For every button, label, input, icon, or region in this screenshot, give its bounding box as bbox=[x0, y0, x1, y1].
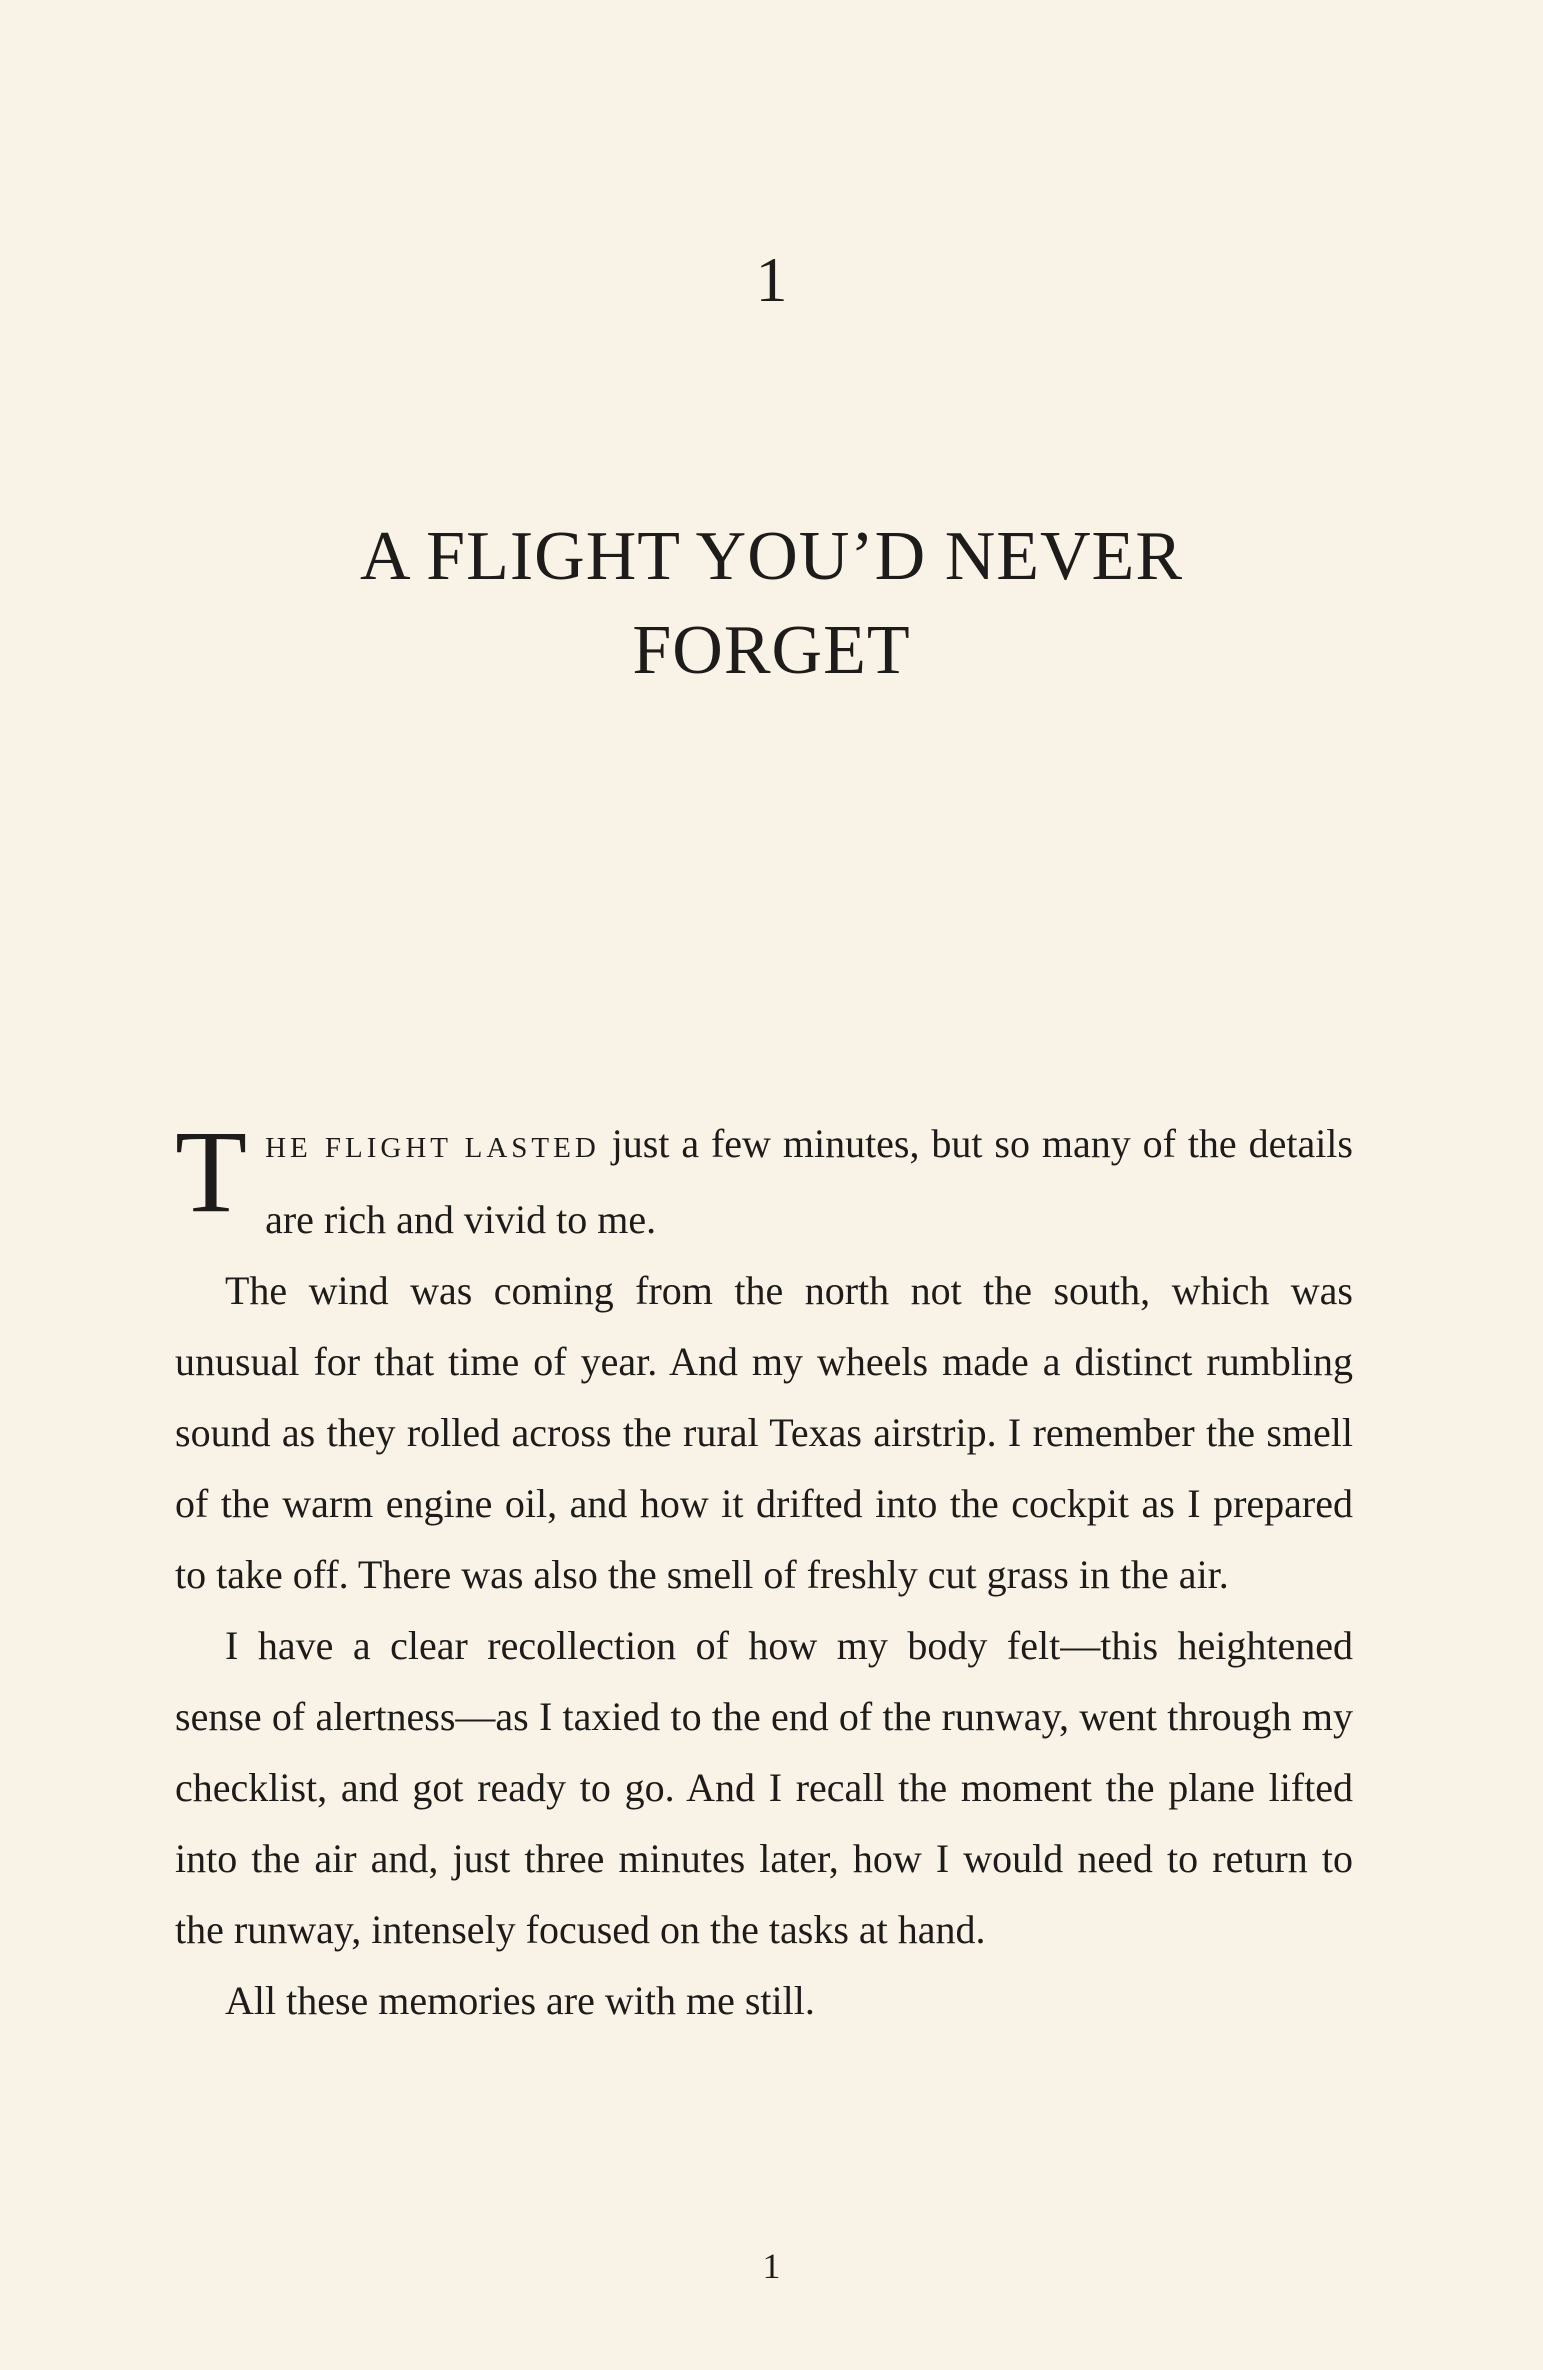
page-number: 1 bbox=[762, 2246, 781, 2286]
chapter-title-line-2: FORGET bbox=[632, 612, 911, 689]
chapter-title bbox=[220, 510, 1323, 698]
chapter-number: 1 bbox=[755, 244, 788, 315]
paragraph: I have a clear recollection of how my body felt—this heightened sense of alertness—as I taxied to the end of the runway, went through my checklist, and got ready to go. And I recall the moment the plane lifted into the air and, just three minutes later, how I would need to return to the runway, intensely focused on the tasks at hand. bbox=[175, 1623, 1353, 1952]
paragraph: The wind was coming from the north not the south, which was unusual for that time of year. And my wheels made a distinct rumbling sound as they rolled across the rural Texas airstrip. I remember the smell of the warm engine oil, and how it drifted into the cockpit as I prepared to take off. There was also the smell of freshly cut grass in the air. bbox=[175, 1268, 1353, 1597]
opening-paragraph-text: just a few minutes, but so many of the details are rich and vivid to me. bbox=[265, 1121, 1353, 1242]
chapter-title-line-1: A FLIGHT YOU’D NEVER bbox=[359, 518, 1184, 595]
paragraph: All these memories are with me still. bbox=[225, 1978, 815, 2023]
body-text bbox=[175, 1108, 1353, 2036]
small-caps-lead-in: HE FLIGHT LASTED bbox=[265, 1132, 600, 1164]
drop-cap: T bbox=[175, 1106, 248, 1237]
opening-paragraph bbox=[175, 1108, 1353, 1255]
